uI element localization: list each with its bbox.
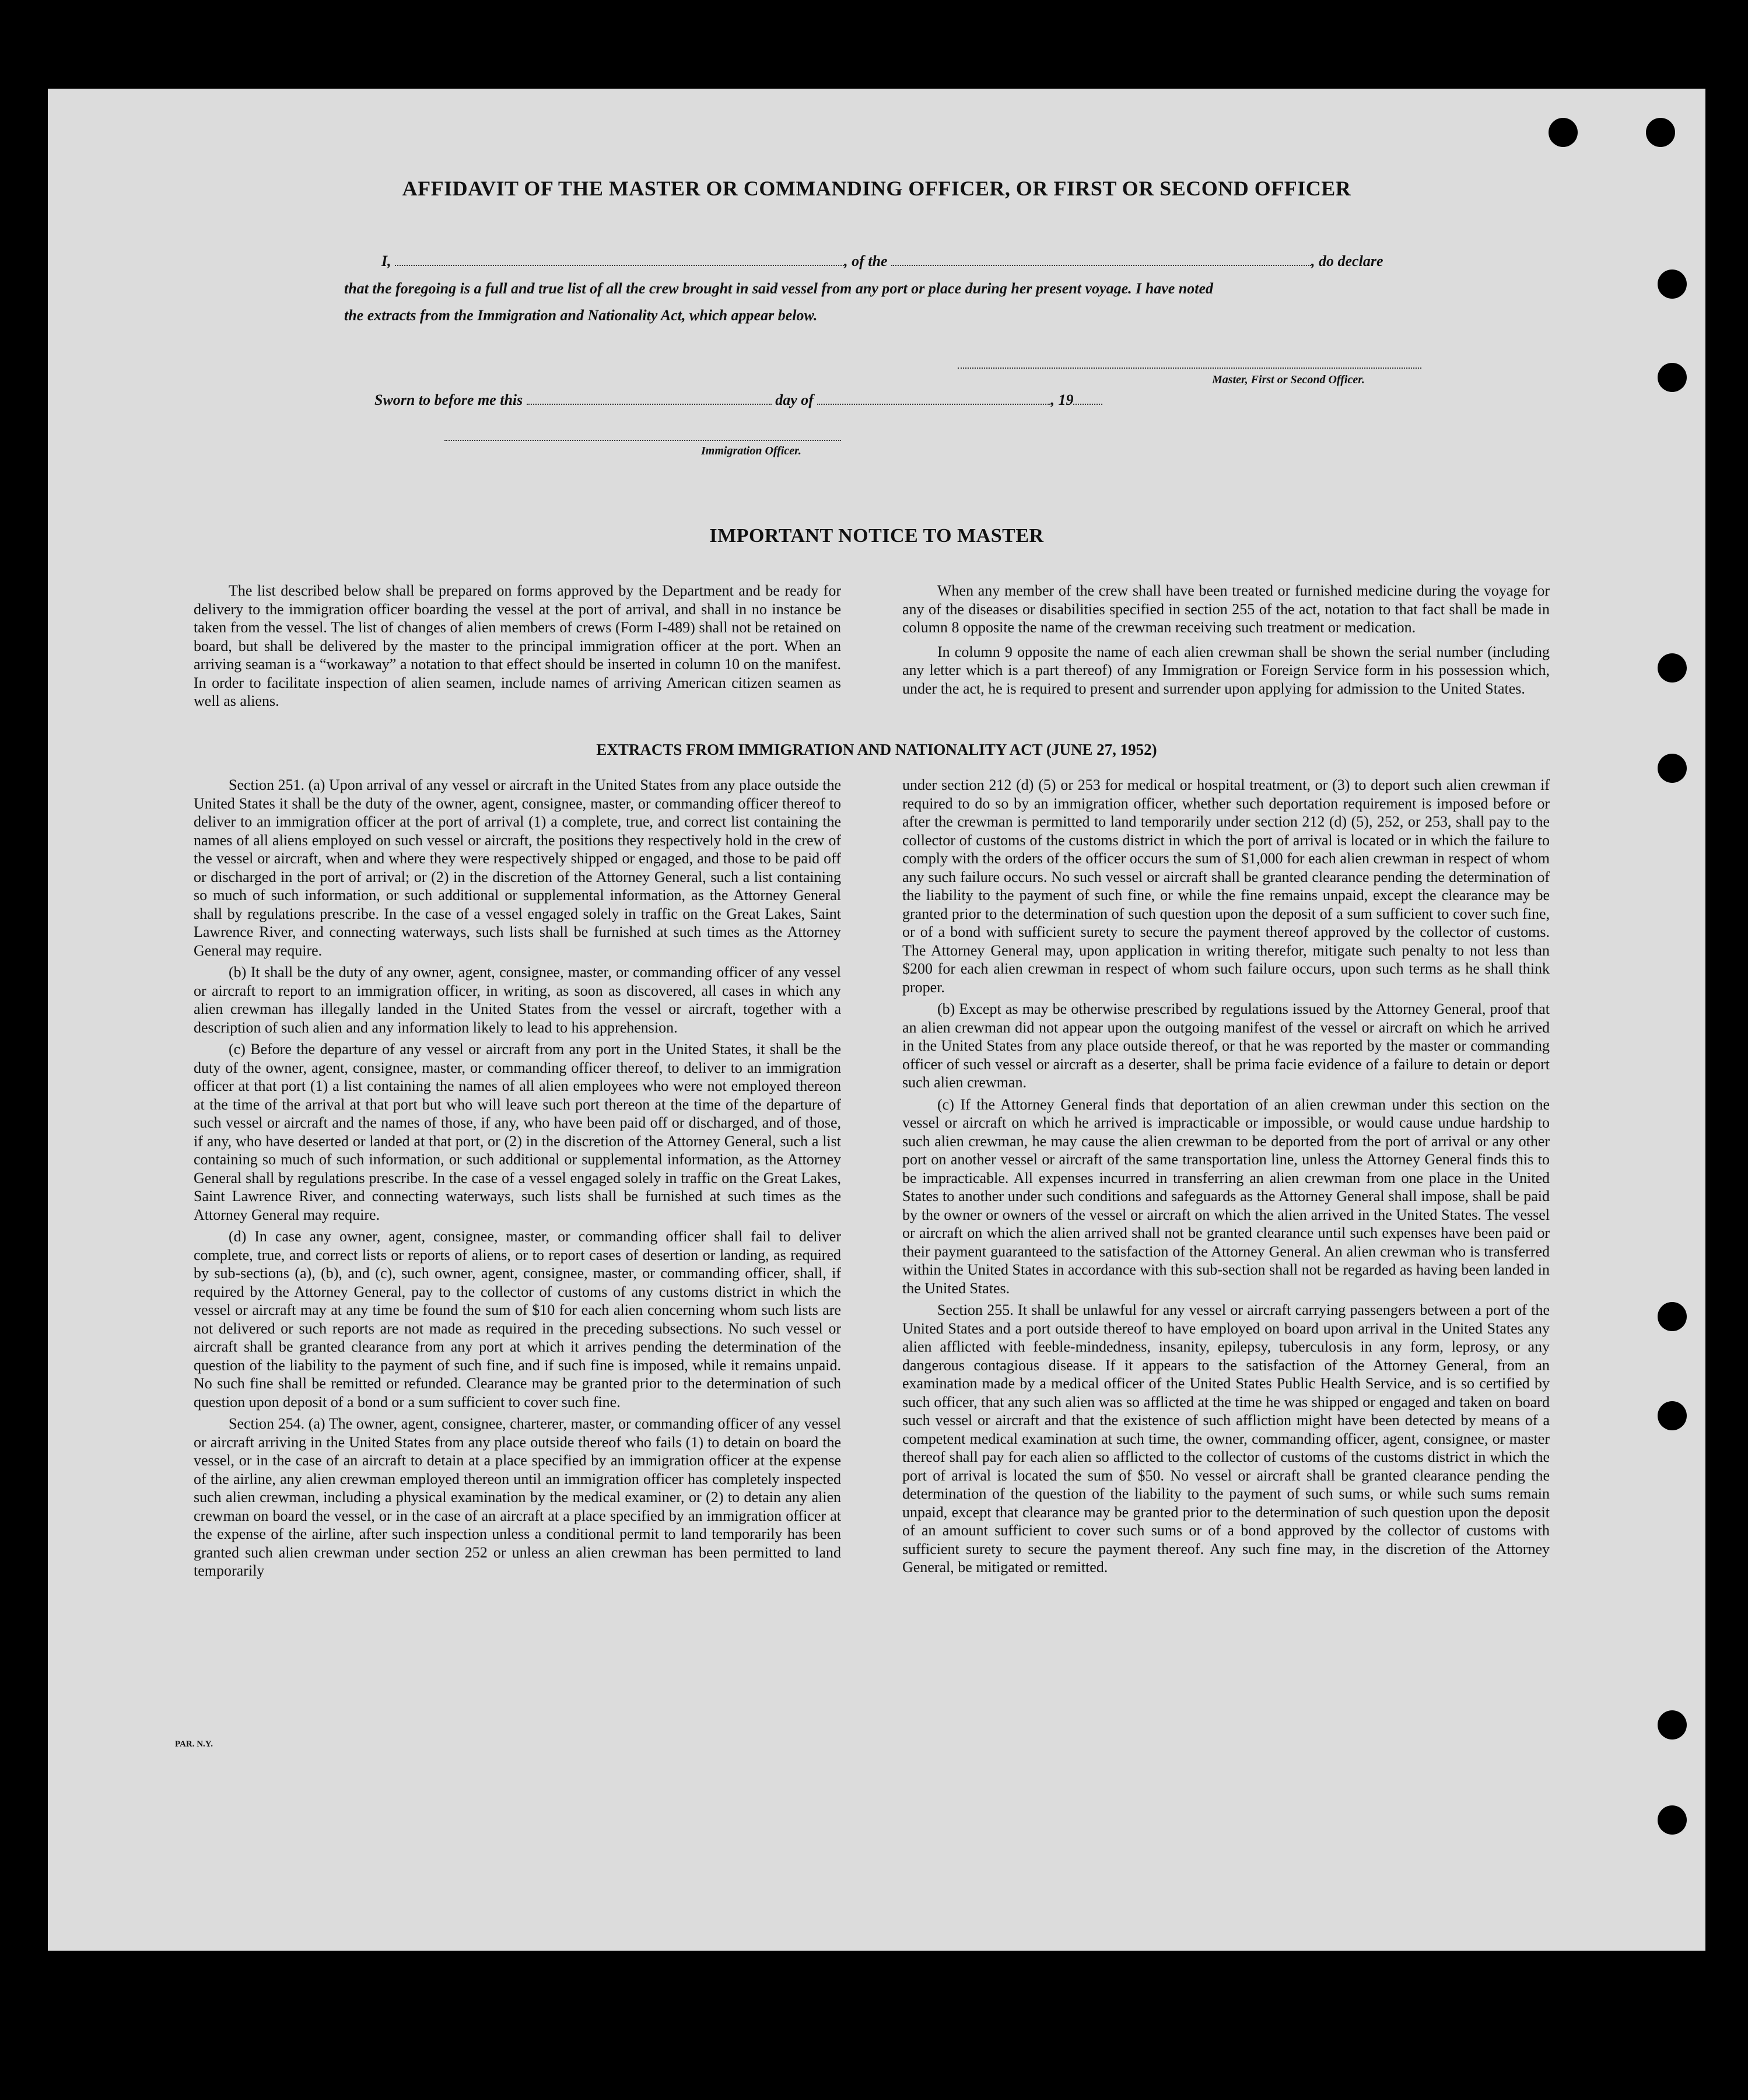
- master-signature-label: Master, First or Second Officer.: [1212, 373, 1365, 386]
- extracts-right-column: [902, 776, 1550, 1580]
- punch-hole: [1658, 270, 1687, 299]
- extract-left-paragraph: Section 254. (a) The owner, agent, consignee, charterer, master, or commanding officer of any vessel or aircraft arriving in the United States from any place outside thereof who fails (1) to detain on board the vessel, or in the case of an aircraft to detain at a place specified by an immigration officer at the expense of the airline, any alien crewman employed thereon until an immigration officer has completely inspected such alien crewman, including a physical examination by the medical examiner, or (2) to detain any alien crewman on board the vessel, or in the case of an aircraft at a place specified by an immigration officer at the expense of the airline, after such inspection unless a conditional permit to land temporarily has been granted such alien crewman under section 252 or unless an alien crewman has been permitted to land temporarily: [194, 1415, 841, 1579]
- extracts-left-column: [194, 776, 841, 1584]
- extract-left-paragraph: (d) In case any owner, agent, consignee, master, or commanding officer shall fail to deliver complete, true, and correct lists or reports of aliens, or to report cases of desertion or landing, as required by sub-sections (a), (b), and (c), such owner, agent, consignee, master, or commanding officer, shall, if required by the Attorney General, pay to the collector of customs of any customs district in which the vessel or aircraft may at any time be found the sum of $10 for each alien concerning whom such lists are not delivered or such reports are not made as required in the preceding subsections. No such vessel or aircraft shall be granted clearance from any port at which it arrives pending the determination of the question of the liability to the payment of such fine, and if such fine is imposed, while it remains unpaid. No such fine shall be remitted or refunded. Clearance may be granted prior to the determination of such question upon deposit of a bond or a sum sufficient to cover such fine.: [194, 1228, 841, 1410]
- officer-signature-label: Immigration Officer.: [701, 444, 801, 457]
- declaration-of-the: , of the: [844, 253, 888, 270]
- punch-hole: [1646, 118, 1675, 147]
- punch-hole: [1658, 1302, 1687, 1331]
- master-signature-line[interactable]: [958, 368, 1421, 369]
- notice-right-paragraph-2: In column 9 opposite the name of each alien crewman shall be shown the serial number (including any letter which is a part thereof) of any Immigration or Foreign Service form in his possession which, under the act, he is required to present and surrender upon applying for admission to the United States.: [902, 643, 1550, 697]
- declaration-do-declare: , do declare: [1311, 253, 1383, 270]
- extract-right-paragraph: (c) If the Attorney General finds that deportation of an alien crewman under this section on the vessel or aircraft on which he arrived is impracticable or impossible, or would cause undue hardship to such alien crewman, he may cause the alien crewman to be deported from the port of arrival or any other port on another vessel or aircraft of the same transportation line, unless the Attorney General finds this to be impracticable. All expenses incurred in transferring an alien crewman from one place in the United States to another under such conditions and safeguards as the Attorney General shall impose, shall be paid by the owner or owners of the vessel or aircraft on which the alien arrived in the United States. The vessel or aircraft on which the alien arrived shall not be granted clearance until such expenses have been paid or their payment guaranteed to the satisfaction of the Attorney General. An alien crewman who is transferred within the United States in accordance with this sub-section shall not be regarded as having been landed in the United States.: [902, 1096, 1550, 1297]
- name-field[interactable]: [395, 252, 844, 266]
- notice-right-paragraph-1: When any member of the crew shall have been treated or furnished medicine during the voyage for any of the diseases or disabilities specified in section 255 of the act, notation to that fact shall be made in column 8 opposite the name of the crewman receiving such treatment or medication.: [902, 582, 1550, 636]
- notice-title: IMPORTANT NOTICE TO MASTER: [709, 525, 1044, 547]
- officer-signature-line[interactable]: [444, 440, 841, 441]
- declaration-line-2: that the foregoing is a full and true list of all the crew brought in said vessel from any port or place during her present voyage. I have noted: [344, 280, 1214, 297]
- punch-hole: [1658, 363, 1687, 392]
- declaration-line-3: the extracts from the Immigration and Nationality Act, which appear below.: [344, 307, 818, 324]
- extract-left-paragraph: Section 251. (a) Upon arrival of any vessel or aircraft in the United States from any place outside the United States it shall be the duty of the owner, agent, consignee, master, or commanding officer thereof to deliver to an immigration officer at the port of arrival (1) a complete, true, and correct list containing the names of all aliens employed on such vessel or aircraft, the positions they respectively hold in the crew of the vessel or aircraft, when and where they were respectively shipped or engaged, and those to be paid off or discharged in the port of arrival; or (2) in the discretion of the Attorney General, such a list containing so much of such information, or such additional or supplemental information, as the Attorney General shall by regulations prescribe. In the case of a vessel engaged solely in traffic on the Great Lakes, Saint Lawrence River, and connecting waterways, such lists shall be furnished at such times as the Attorney General may require.: [194, 776, 841, 959]
- notice-left-paragraph: The list described below shall be prepared on forms approved by the Department and be ready for delivery to the immigration officer boarding the vessel at the port of arrival, and shall in no instance be taken from the vessel. The list of changes of alien members of crews (Form I-489) shall not be retained on board, but shall be delivered by the master to the principal immigration officer at the port. When an arriving seaman is a “workaway” a notation to that effect should be inserted in column 10 on the manifest. In order to facilitate inspection of alien seamen, include names of arriving American citizen seamen as well as aliens.: [194, 582, 841, 709]
- notice-left-column: [194, 582, 841, 714]
- affidavit-title: AFFIDAVIT OF THE MASTER OR COMMANDING OFFICER, OR FIRST OR SECOND OFFICER: [402, 177, 1351, 200]
- extract-right-paragraph: Section 255. It shall be unlawful for any vessel or aircraft carrying passengers between a port of the United States and a port outside thereof to have employed on board upon arrival in the United States any alien afflicted with feeble-mindedness, insanity, epilepsy, tuberculosis in any form, leprosy, or any dangerous contagious disease. If it appears to the satisfaction of the Attorney General, from an examination made by a medical officer of the United States Public Health Service, and is so certified by such officer, that any such alien was so afflicted at the time he was shipped or engaged and taken on board such vessel or aircraft and that the existence of such affliction might have been detected by means of a competent medical examination at such time, the owner, commanding officer, agent, consignee, or master thereof shall pay for each alien so afflicted to the collector of customs of the customs district in which the port of arrival is located the sum of $50. No vessel or aircraft shall be granted clearance pending the determination of the question of the liability to the payment of such sums, or while such sums remain unpaid, except that clearance may be granted prior to the determination of such question upon the deposit of an amount sufficient to cover such sums or of a bond approved by the collector of customs with sufficient surety to secure the payment thereof. Any such fine may, in the discretion of the Attorney General, be mitigated or remitted.: [902, 1301, 1550, 1576]
- punch-hole: [1658, 1401, 1687, 1430]
- sworn-year-field[interactable]: [1073, 391, 1102, 405]
- sworn-text: Sworn to before me this: [374, 391, 523, 408]
- year-text: , 19: [1050, 391, 1074, 408]
- form-page: [48, 89, 1705, 1951]
- extracts-title: EXTRACTS FROM IMMIGRATION AND NATIONALITY ACT (JUNE 27, 1952): [596, 741, 1157, 758]
- notice-right-column: [902, 582, 1550, 701]
- punch-hole: [1658, 1710, 1687, 1740]
- extract-left-paragraph: (c) Before the departure of any vessel or aircraft from any port in the United States, it shall be the duty of the owner, agent, consignee, master, or commanding officer thereof, to deliver to an immigration officer at that port (1) a list containing the names of all alien employees who were not employed thereon at the time of the arrival at that port but who will leave such port thereon at the time of the departure of such vessel or aircraft and the names of those, if any, who have been paid off or discharged, and of those, if any, who have deserted or landed at that port, or (2) in the discretion of the Attorney General, such a list containing so much of such information, or such additional or supplemental information, as the Attorney General shall by regulations prescribe. In the case of a vessel engaged solely in traffic on the Great Lakes, Saint Lawrence River, and connecting waterways, such lists shall be furnished at such times as the Attorney General may require.: [194, 1041, 841, 1223]
- extract-right-paragraph: under section 212 (d) (5) or 253 for medical or hospital treatment, or (3) to deport such alien crewman if required to do so by an immigration officer, whether such deportation requirement is imposed before or after the crewman is permitted to land temporarily under section 212 (d) (5), 252, or 253, shall pay to the collector of customs of the customs district in which the port of arrival is located or in which the failure to comply with the orders of the officer occurs the sum of $1,000 for each alien crewman in respect of whom any such failure occurs. No such vessel or aircraft shall be granted clearance pending the determination of the liability to the payment of such fine, or while the fine remains unpaid, except the clearance may be granted prior to the determination of such question upon the deposit of a sum sufficient to cover such fine, or of a bond with sufficient surety to secure the payment thereof approved by the collector of customs. The Attorney General may, upon application in writing therefor, mitigate such penalty to not less than $200 for each alien crewman in respect of whom such failure occurs, upon such terms as he shall think proper.: [902, 776, 1550, 996]
- day-of-text: day of: [775, 391, 814, 408]
- punch-hole: [1658, 1805, 1687, 1835]
- declaration-i: I,: [381, 253, 391, 270]
- sworn-month-field[interactable]: [817, 391, 1050, 405]
- printer-mark: PAR. N.Y.: [175, 1740, 213, 1749]
- extract-left-paragraph: (b) It shall be the duty of any owner, agent, consignee, master, or commanding officer of any vessel or aircraft to report to an immigration officer, in writing, as soon as discovered, all cases in which any alien crewman has illegally landed in the United States from the vessel or aircraft, together with a description of such alien and any information likely to lead to his apprehension.: [194, 964, 841, 1036]
- punch-hole: [1658, 653, 1687, 682]
- sworn-line: [374, 391, 1308, 409]
- declaration-line-1: [381, 252, 1478, 270]
- vessel-field[interactable]: [891, 252, 1311, 266]
- punch-hole: [1549, 118, 1578, 147]
- extract-right-paragraph: (b) Except as may be otherwise prescribed by regulations issued by the Attorney General, proof that an alien crewman did not appear upon the outgoing manifest of the vessel or aircraft on which he arrived in the United States from any place outside thereof, or that he was reported by the master or commanding officer of such vessel or aircraft as a deserter, shall be prima facie evidence of a failure to detain or deport such alien crewman.: [902, 1000, 1550, 1091]
- sworn-day-field[interactable]: [527, 391, 772, 405]
